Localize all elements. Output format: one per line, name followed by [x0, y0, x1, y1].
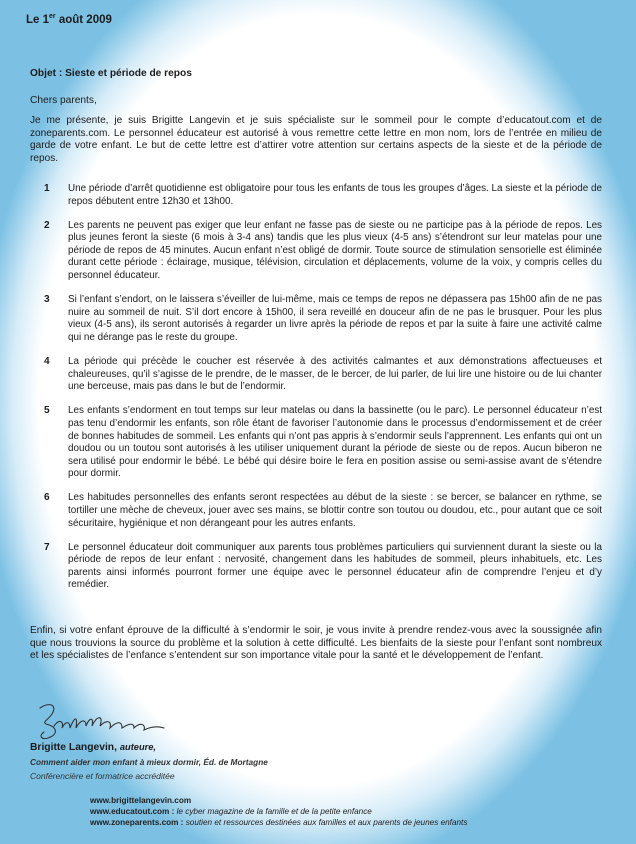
author-name-text: Brigitte Langevin, [30, 742, 117, 753]
item-number: 3 [44, 294, 50, 306]
list-item [30, 294, 602, 344]
letter-subject: Objet : Sieste et période de repos [30, 68, 192, 79]
letter-date [26, 13, 112, 26]
footer-link-row [90, 806, 467, 817]
intro-paragraph: Je me présente, je suis Brigitte Langevin et je suis spécialiste sur le sommeil pour le compte d’educatout.com et de zoneparents.com. Le personnel éducateur est autorisé à vous remettre cette lettre en mon nom, lors de l’entrée en milieu de garde de votre enfant. Le but de cette lettre est d’attirer votre attention sur certains aspects de la sieste et de la période de repos. [30, 115, 602, 164]
item-number: 1 [44, 183, 50, 194]
site-link[interactable]: www.educatout.com : [90, 807, 175, 817]
numbered-list [30, 183, 602, 604]
author-name [30, 742, 156, 753]
item-number: 7 [44, 541, 50, 553]
date-superscript: er [49, 13, 56, 20]
item-number: 4 [44, 356, 50, 368]
footer-link-row [90, 817, 467, 828]
site-link[interactable]: www.zoneparents.com : [90, 818, 184, 828]
item-text: Les parents ne peuvent pas exiger que leur enfant ne fasse pas de sieste ou ne participe pas à la période de repos. Les plus jeunes feront la sieste (6 mois à 3-4 ans) tandis que les plus vieux (4-5 ans) s’étendront sur leur matelas pour une période de repos de 45 minutes. Aucun enfant n’est obligé de dormir. Toute source de stimulation sensorielle est éliminée durant cette période : éclairage, musique, télévision, circulation et déplacements, volume de la voix, y compris celles du personnel éducateur. [68, 219, 602, 282]
list-item [30, 356, 602, 394]
list-item [30, 183, 602, 208]
site-link[interactable]: www.brigittelangevin.com [90, 796, 192, 805]
greeting: Chers parents, [30, 95, 97, 106]
date-rest: août 2009 [55, 14, 112, 26]
date-day: Le 1 [26, 14, 50, 26]
item-text: Le personnel éducateur doit communiquer aux parents tous problèmes particuliers qui surviennent durant la sieste ou la période de repos de leur enfant : nervosité, changement dans les habitudes de sommeil, pleurs inhabituels, etc. Les parents ainsi informés pourront former une équipe avec le personnel éducateur afin de comprendre l’enjeu et d’y remédier. [68, 541, 602, 591]
list-item [30, 492, 602, 530]
closing-paragraph: Enfin, si votre enfant éprouve de la difficulté à s’endormir le soir, je vous invite à prendre rendez-vous avec la soussignée afin que nous trouvions la source du problème et la solution à cette difficulté. Les bienfaits de la sieste pour l’enfant sont nombreux et les spécialistes de l’enfance s’entendent sur son importance vitale pour la santé et le développement de l’enfant. [30, 625, 602, 662]
item-number: 6 [44, 492, 50, 504]
list-item [30, 405, 602, 481]
author-role: auteure, [119, 742, 157, 752]
site-description: soutien et ressources destinées aux familles et aux parents de jeunes enfants [185, 818, 468, 828]
list-item [30, 542, 602, 592]
item-number: 5 [44, 405, 50, 417]
item-text: La période qui précède le coucher est réservée à des activités calmantes et aux démonstrations affectueuses et chaleureuses, qu’il s’agisse de le prendre, de le masser, de le bercer, de lui parler, de lui lire une histoire ou de lui chanter une berceuse, mais pas dans le but de l’endormir. [68, 356, 602, 393]
item-text: Si l’enfant s’endort, on le laissera s’éveiller de lui-même, mais ce temps de repos ne dépassera pas 15h00 afin de ne pas nuire au sommeil de nuit. S’il dort encore à 15h00, il sera reveillé en douceur afin de ne pas le brusquer. Pour les plus vieux (4-5 ans), ils seront autorisés à regarder un livre après la période de repos et par la suite à faire une activité calme qui ne dérange pas le reste du groupe. [68, 294, 602, 343]
item-text: Les enfants s’endorment en tout temps sur leur matelas ou dans la bassinette (ou le parc). Le personnel éducateur n’est pas tenu d’endormir les enfants, son rôle étant de favoriser l’autonomie dans le processus d’endormissement et de créer de bonnes habitudes de sommeil. Les enfants qui n’ont pas appris à s’endormir seuls l’apprennent. Les enfants qui ont un doudou ou un toutou sont autorisés à les utiliser uniquement durant la période de sieste ou de repos. Aucun biberon ne sera utilisé pour endormir le bébé. Le bébé qui désire boire le fera en position assise ou semi-assise avant de s’étendre pour dormir. [68, 405, 602, 480]
footer-links [90, 795, 467, 829]
item-text: Les habitudes personnelles des enfants seront respectées au début de la sieste : se bercer, se balancer en rythme, se tortiller une mèche de cheveux, jouer avec ses mains, se blottir contre son toutou ou doudou, etc., pour autant que ce soit sécuritaire, hygiénique et non dérangeant pour les autres enfants. [68, 492, 602, 529]
item-text: Une période d’arrêt quotidienne est obligatoire pour tous les enfants de tous les groupes d’âges. La sieste et la période de repos débutent entre 12h30 et 13h00. [68, 183, 602, 207]
footer-link-row [90, 795, 467, 806]
list-item [30, 220, 602, 283]
author-title: Conférencière et formatrice accréditée [30, 771, 175, 781]
item-number: 2 [44, 219, 50, 231]
handwritten-signature [34, 700, 194, 742]
author-book: Comment aider mon enfant à mieux dormir, Éd. de Mortagne [30, 757, 268, 767]
site-description: le cyber magazine de la famille et de la petite enfance [176, 807, 372, 817]
